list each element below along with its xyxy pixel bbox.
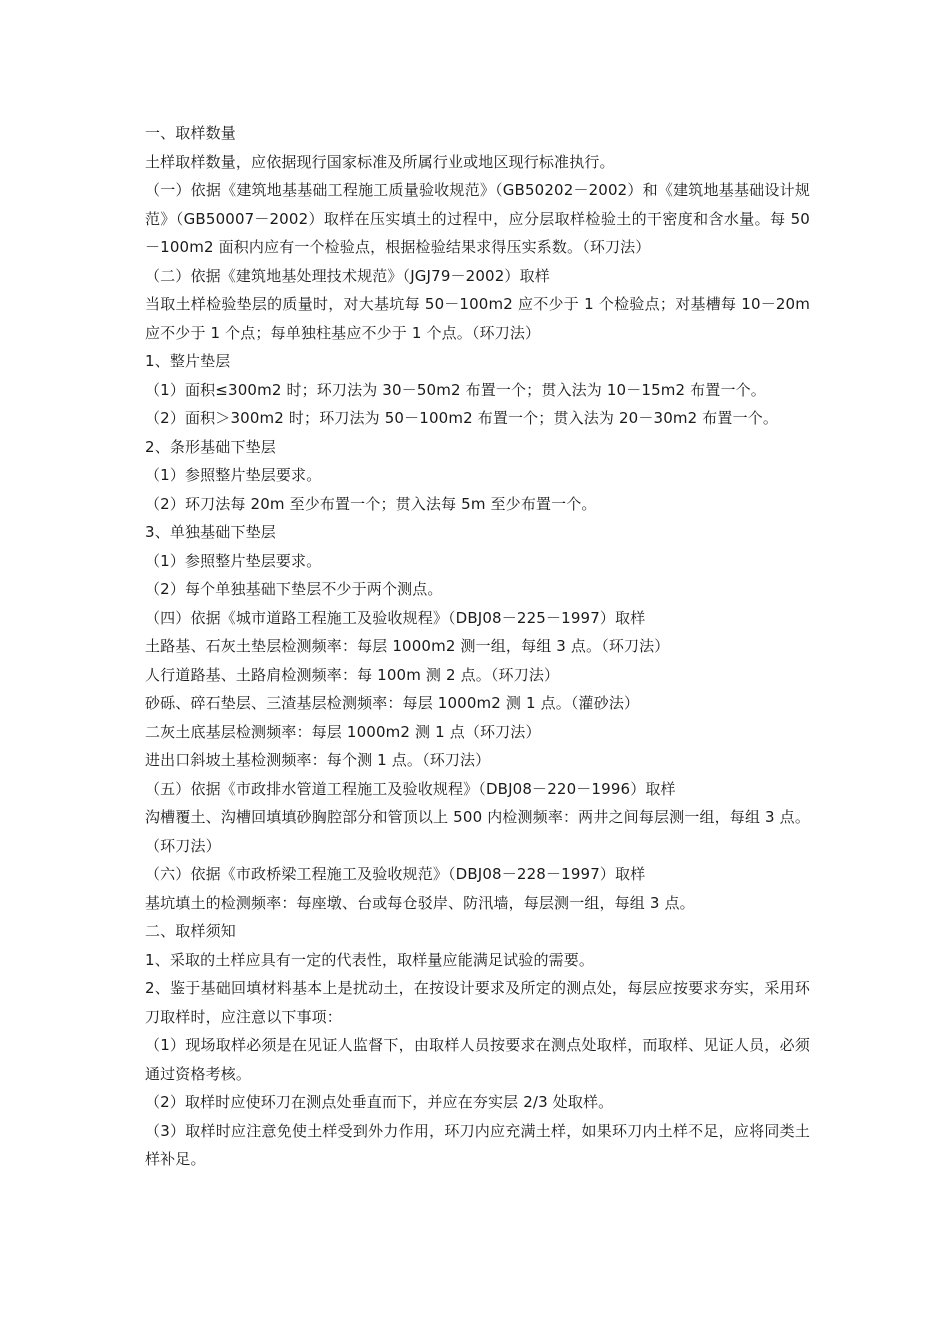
- list-item: （2）环刀法每 20m 至少布置一个；贯入法每 5m 至少布置一个。: [145, 494, 597, 513]
- paragraph: 砂砾、碎石垫层、三渣基层检测频率：每层 1000m2 测 1 点。（灌砂法）: [145, 694, 640, 712]
- paragraph: 土路基、石灰土垫层检测频率：每层 1000m2 测一组，每组 3 点。（环刀法）: [145, 637, 670, 655]
- list-item: （1）面积≤300m2 时；环刀法为 30－50m2 布置一个；贯入法为 10－15m2 布置一个。: [145, 380, 766, 399]
- list-item: （3）取样时应注意免使土样受到外力作用，环刀内应充满土样，如果环刀内土样不足，应将同类土样补足。: [145, 1121, 810, 1168]
- subsection-heading: 3、单独基础下垫层: [145, 523, 276, 541]
- subsection-heading: （五）依据《市政排水管道工程施工及验收规程》（DBJ08－220－1996）取样: [145, 779, 676, 798]
- paragraph: 基坑填土的检测频率：每座墩、台或每仓驳岸、防汛墙，每层测一组，每组 3 点。: [145, 893, 695, 912]
- list-item: （1）现场取样必须是在见证人监督下，由取样人员按要求在测点处取样，而取样、见证人员，必须通过资格考核。: [145, 1036, 810, 1083]
- subsection-heading: （二）依据《建筑地基处理技术规范》（JGJ79－2002）取样: [145, 266, 550, 285]
- paragraph: 进出口斜坡土基检测频率：每个测 1 点。（环刀法）: [145, 751, 491, 769]
- subsection-heading: 1、整片垫层: [145, 352, 231, 370]
- subsection-heading: （四）依据《城市道路工程施工及验收规程》（DBJ08－225－1997）取样: [145, 608, 646, 627]
- paragraph: 沟槽覆土、沟槽回填填砂胸腔部分和管顶以上 500 内检测频率：两井之间每层测一组，每组 3 点。（环刀法）: [145, 808, 810, 855]
- list-item: （2）面积＞300m2 时；环刀法为 50－100m2 布置一个；贯入法为 20－30m2 布置一个。: [145, 409, 779, 427]
- paragraph: 土样取样数量，应依据现行国家标准及所属行业或地区现行标准执行。: [145, 152, 615, 171]
- list-item: （1）参照整片垫层要求。: [145, 551, 322, 570]
- document-body: [145, 119, 810, 1174]
- list-item: （2）每个单独基础下垫层不少于两个测点。: [145, 580, 443, 598]
- list-item: 2、鉴于基础回填材料基本上是扰动土，在按设计要求及所定的测点处，每层应按要求夯实，采用环刀取样时，应注意以下事项：: [145, 979, 810, 1026]
- paragraph: 二灰土底基层检测频率：每层 1000m2 测 1 点（环刀法）: [145, 722, 541, 741]
- section-heading: 二、取样须知: [145, 922, 236, 940]
- list-item: （1）参照整片垫层要求。: [145, 466, 322, 484]
- subsection-heading: （六）依据《市政桥梁工程施工及验收规范》（DBJ08－228－1997）取样: [145, 865, 646, 883]
- list-item: （2）取样时应使环刀在测点处垂直而下，并应在夯实层 2/3 处取样。: [145, 1093, 614, 1111]
- subsection-heading: 2、条形基础下垫层: [145, 437, 276, 456]
- paragraph: 当取土样检验垫层的质量时，对大基坑每 50－100m2 应不少于 1 个检验点；对基槽每 10－20m 应不少于 1 个点；每单独柱基应不少于 1 个点。（环刀法）: [145, 295, 810, 342]
- paragraph: （一）依据《建筑地基基础工程施工质量验收规范》（GB50202－2002）和《建筑地基基础设计规范》（GB50007－2002）取样在压实填土的过程中，应分层取样检验土的干密度和含水量。每 50－100m2 面积内应有一个检验点，根据检验结果求得压实系数。（环刀法）: [145, 181, 810, 256]
- section-heading: 一、取样数量: [145, 124, 236, 142]
- paragraph: 人行道路基、土路肩检测频率：每 100m 测 2 点。（环刀法）: [145, 665, 560, 684]
- list-item: 1、采取的土样应具有一定的代表性，取样量应能满足试验的需要。: [145, 950, 595, 969]
